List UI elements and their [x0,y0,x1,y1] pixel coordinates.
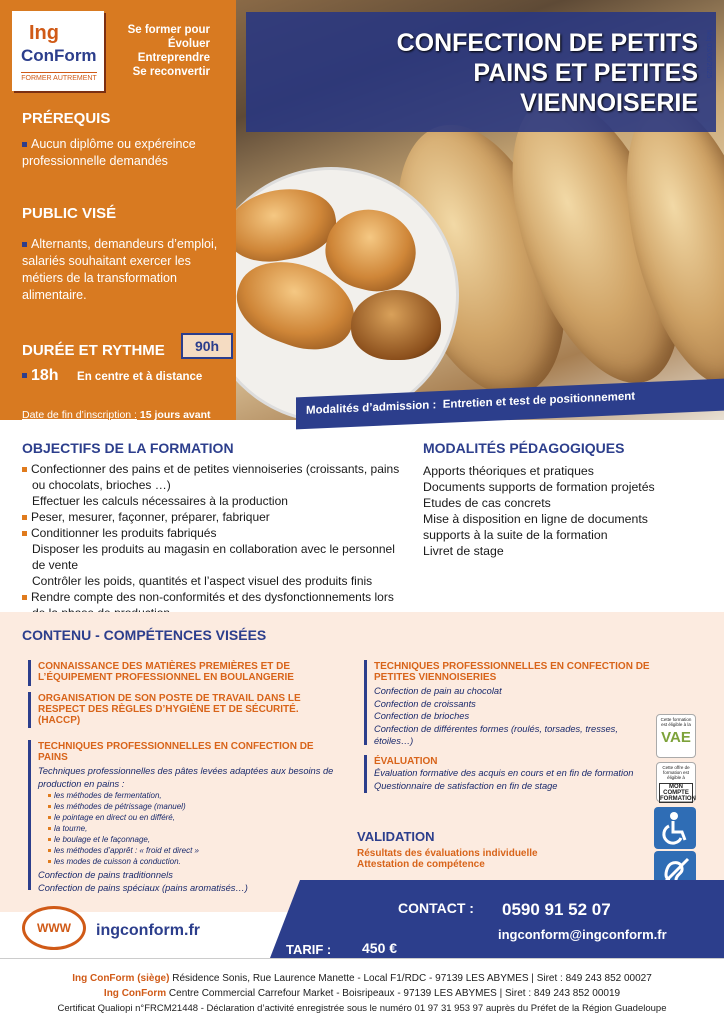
bullet-icon [48,838,51,841]
duree-heading: DURÉE ET RYTHME [22,342,165,359]
objectif-item: Confectionner des pains et de petites viennoiseries (croissants, pains ou chocolats, brioches …) [22,461,402,493]
bullet-icon [48,794,51,797]
duree-detail: 18h En centre et à distance [22,367,202,385]
technique-item: le boulage et le façonnage, [38,834,338,845]
objectif-item: Rendre compte des non-conformités et des dysfonctionnements lors [22,589,402,621]
modalites-item: Documents supports de formation projetés [423,480,655,494]
page-title: CONFECTION DE PETITS PAINS ET PETITES VIENNOISERIE [396,29,698,117]
wheelchair-accessibility-icon [654,807,696,849]
tagline: Se former pour Évoluer Entreprendre Se reconvertir [127,24,210,78]
objectif-item: Effectuer les calculs nécessaires à la production [32,494,288,508]
contact-email[interactable]: ingconform@ingconform.fr [498,927,667,942]
modalites-section [423,440,713,559]
public-heading: PUBLIC VISÉ [22,205,117,222]
objectif-item: Contrôler les poids, quantités et l’aspect visuel des produits finis [32,574,373,588]
contenu-viennoiseries-block: TECHNIQUES PROFESSIONNELLES EN CONFECTION DE PETITES VIENNOISERIES Confection de pain au chocolat Confection de croissants Confection de brioches Confection de différentes formes (roulés, torsades, tresses, étoiles…) [374,661,654,748]
vae-badge: Cette formation est éligible à la VAE [656,714,696,758]
technique-item: les méthodes d’apprêt : « froid et direct » [38,845,338,856]
contenu-pains-block: TECHNIQUES PROFESSIONNELLES EN CONFECTION DE PAINS Techniques professionnelles des pâtes levées adaptées aux besoins de production en pains : les méthodes de fermentation, les méthodes de pétrissage (manuel) le pointage en direct ou en différé, la tourne, le boulage et le façonnage, les méthodes d’apprêt : « froid et direct » les modes de cuisson à conduction. Confection de pains traditionnels Confection de pains spéciaux (pains aromatisés…) [38,741,338,894]
admission-ribbon: Modalités d’admission : Entretien et test de positionnement [296,379,724,430]
bullet-icon [48,816,51,819]
bullet-icon [48,827,51,830]
prerequis-heading: PRÉREQUIS [22,110,111,127]
contenu-item-title: CONNAISSANCE DES MATIÈRES PREMIÈRES ET DE L’ÉQUIPEMENT PROFESSIONNEL EN BOULANGERIE [38,661,294,683]
modalites-item: Mise à disposition en ligne de documents supports à la suite de la formation [423,512,648,542]
modalites-item: Etudes de cas concrets [423,496,551,510]
contenu-item-title: ORGANISATION DE SON POSTE DE TRAVAIL DANS LE RESPECT DES RÈGLES D’HYGIÈNE ET DE SÉCURITÉ. (HACCP) [38,693,301,726]
bullet-icon [22,531,27,536]
tarif-label: TARIF : [286,942,332,957]
objectifs-section [22,440,402,621]
www-globe-icon: WWW [22,906,86,950]
contenu-item-title: ÉVALUATION [374,756,438,767]
website-link[interactable]: ingconform.fr [96,922,200,939]
footer [0,958,724,1024]
cpf-badge: Cette offre de formation est éligible à MON COMPTE FORMATION [656,762,696,802]
public-item: Alternants, demandeurs d’emploi, salariés souhaitant exercer les métiers de la transformation alimentaire. [22,237,218,302]
objectifs-list [22,461,402,621]
bullet-icon [22,595,27,600]
bullet-icon [22,515,27,520]
footer-line-3: Certificat Qualiopi n°FRCM21448 - Déclaration d’activité enregistrée sous le numéro 01 97 31 953 97 auprès du Préfet de la Région Guadeloupe [57,1003,667,1014]
modalites-item: Livret de stage [423,544,504,558]
title-banner [246,12,716,132]
prerequis-item: Aucun diplôme ou expéreince professionnelle demandés [22,137,196,168]
validation-block: VALIDATION Résultats des évaluations individuelle Attestation de compétence [357,829,538,870]
contenu-heading: CONTENU - COMPÉTENCES VISÉES [22,627,267,643]
footer-line-1: Ing ConForm (siège) Résidence Sonis, Rue Laurence Manette - Local F1/RDC - 97139 LES ABYMES | Siret : 849 243 852 00027 [72,973,652,984]
contenu-evaluation-block: ÉVALUATION Évaluation formative des acquis en cours et en fin de formation Questionnaire de satisfaction en fin de stage [374,756,654,792]
contenu-item-title: TECHNIQUES PROFESSIONNELLES EN CONFECTION DE PETITES VIENNOISERIES [374,661,650,683]
footer-line-2: Ing ConForm Centre Commercial Carrefour Market - Boisripeaux - 97139 LES ABYMES | Siret : 849 243 852 00019 [103,988,621,999]
objectif-item: Conditionner les produits fabriqués [22,525,402,541]
contact-bar [270,880,724,958]
total-hours-badge: 90h [181,333,233,359]
bullet-icon [48,849,51,852]
technique-item: le pointage en direct ou en différé, [38,812,338,823]
technique-item: les modes de cuisson à conduction. [38,856,338,867]
tarif-value: 450 € [362,940,398,956]
modalites-heading: MODALITÉS PÉDAGOGIQUES [423,440,625,456]
technique-item: la tourne, [38,823,338,834]
objectif-item: Peser, mesurer, façonner, préparer, fabriquer [22,509,402,525]
bullet-icon [48,805,51,808]
ingconform-logo: Ing ConForm FORMER AUTREMENT [12,11,104,91]
update-date: Maj 03/06/2025 [705,30,712,79]
objectifs-heading: OBJECTIFS DE LA FORMATION [22,440,234,456]
technique-item: les méthodes de fermentation, [38,790,338,801]
inscription-deadline: Date de fin d’inscription : 15 jours avant [22,409,211,421]
objectif-item: Disposer les produits au magasin en collaboration avec le personnel de vente [32,542,395,572]
modalites-item: Apports théoriques et pratiques [423,464,594,478]
contact-label: CONTACT : [398,900,474,916]
technique-item: les méthodes de pétrissage (manuel) [38,801,338,812]
bullet-icon [22,467,27,472]
contact-phone[interactable]: 0590 91 52 07 [502,900,611,919]
contenu-item-title: TECHNIQUES PROFESSIONNELLES EN CONFECTION DE PAINS [38,741,314,763]
bullet-icon [48,860,51,863]
